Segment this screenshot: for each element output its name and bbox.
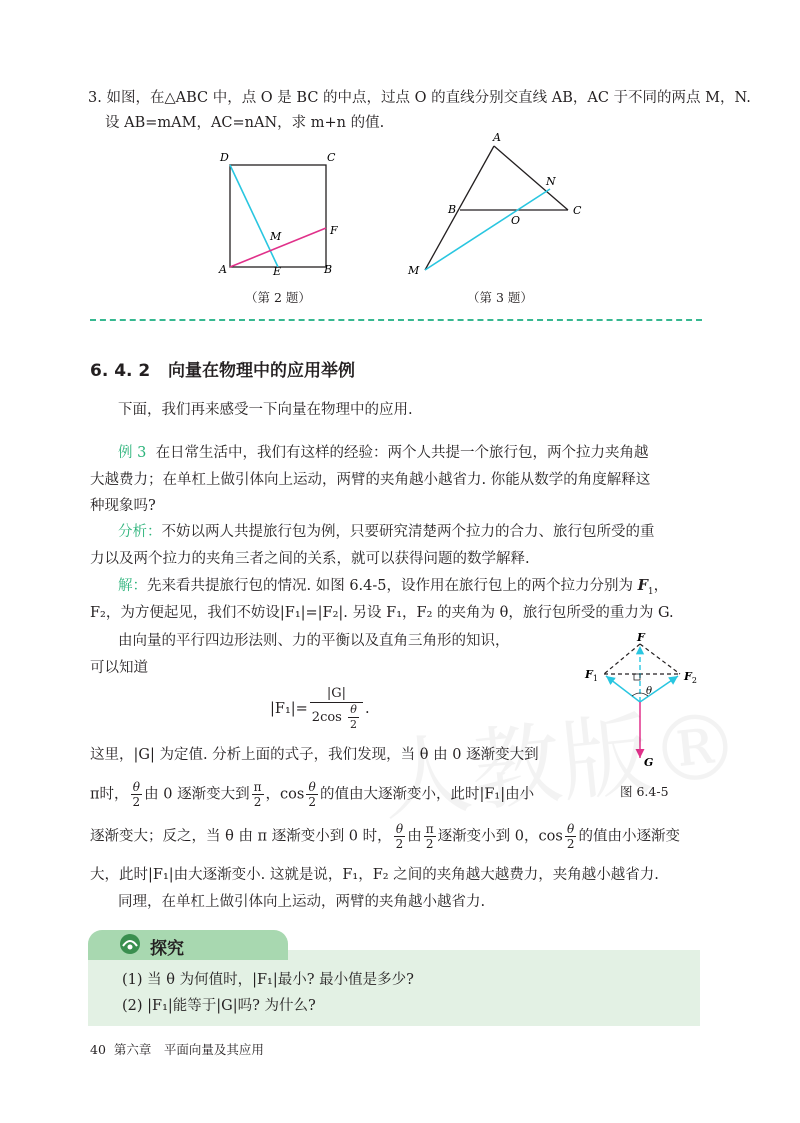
explore-title: 探究: [150, 939, 184, 959]
formula-half-theta: [348, 703, 359, 732]
label-F2-sub: 2: [691, 676, 697, 685]
example3-line3: 种现象吗?: [90, 498, 156, 514]
page-number: 40: [90, 1042, 106, 1057]
line7-c: 逐渐变小到 0，cos: [437, 828, 563, 845]
frac-num: θ: [565, 822, 577, 837]
label-A: A: [493, 131, 501, 144]
label-O: O: [511, 214, 521, 227]
line7-a: 逐渐变大；反之，当 θ 由 π 逐渐变小到 0 时，: [90, 828, 392, 845]
formula-numerator: |G|: [310, 686, 363, 703]
label-M: M: [270, 230, 282, 243]
section-heading: [90, 356, 355, 381]
analysis-label: 分析：: [118, 524, 162, 540]
formula-lhs: |F₁|=: [270, 701, 308, 717]
frac-half-theta-4: [565, 822, 577, 851]
line-AM: [425, 146, 494, 270]
frac-num: θ: [131, 780, 143, 795]
vector-F1: F: [637, 577, 648, 594]
explore-question-1: (1) 当 θ 为何值时，|F₁|最小? 最小值是多少?: [122, 972, 414, 988]
frac-half-theta-2: [306, 780, 318, 809]
frac-num: π: [253, 780, 262, 794]
frac-num: θ: [394, 822, 406, 837]
label-C: C: [573, 204, 582, 217]
right-angle-mark: [634, 674, 640, 680]
label-G: G: [644, 756, 654, 769]
page-footer: [90, 1040, 264, 1058]
figure-6-4-5-caption: 图 6.4-5: [620, 784, 669, 799]
label-B: B: [448, 203, 457, 216]
line7-d: 的值由小逐渐变: [578, 828, 680, 845]
explore-icon: [116, 932, 144, 956]
vector-F1-sub: 1: [647, 586, 654, 597]
line6-b: 由 0 逐渐变大到: [144, 786, 250, 803]
line-MN: [425, 189, 550, 270]
label-E: E: [273, 265, 282, 278]
solution-line4: 可以知道: [90, 660, 148, 676]
label-A: A: [219, 263, 227, 276]
frac-den: 2: [425, 837, 434, 851]
example3-line2: 大越费力；在单杠上做引体向上运动，两臂的夹角越小越省力. 你能从数学的角度解释这: [90, 472, 651, 488]
section-intro: 下面，我们再来感受一下向量在物理中的应用.: [118, 402, 413, 418]
formula-fraction: [310, 686, 363, 732]
example3-label: 例 3: [118, 445, 147, 461]
frac-den: 2: [132, 795, 141, 809]
section-number: 6. 4. 2: [90, 361, 151, 381]
explore-question-2: (2) |F₁|能等于|G|吗? 为什么?: [122, 998, 316, 1014]
dashed-edge-F-F2: [640, 644, 680, 674]
section-divider: [90, 319, 702, 321]
figure-2-caption: （第 2 题）: [245, 290, 311, 305]
solution-line7: [90, 822, 680, 851]
formula-theta: θ: [348, 703, 359, 718]
line6-a: π时，: [90, 786, 129, 803]
figure-2-square: [210, 145, 350, 280]
analysis-line2: 力以及两个拉力的夹角三者之间的关系，就可以获得问题的数学解释.: [90, 551, 530, 567]
label-F1-letter: F: [585, 668, 593, 681]
solution-line2: F₂，为方便起见，我们不妨设|F₁|=|F₂|. 另设 F₁，F₂ 的夹角为 θ，旅行包所受的重力为 G.: [90, 605, 674, 621]
line6-c: ，cos: [265, 786, 305, 803]
label-theta: θ: [646, 686, 653, 697]
analysis-line1: [118, 522, 655, 542]
analysis-text1: 不妨以两人共提旅行包为例，只要研究清楚两个拉力的合力、旅行包所受的重: [161, 524, 655, 540]
dashed-edge-F-F1: [604, 644, 640, 674]
formula-F1-magnitude: [270, 686, 370, 732]
line6-d: 的值由大逐渐变小，此时|F₁|由小: [319, 786, 535, 803]
frac-num: θ: [306, 780, 318, 795]
frac-den: 2: [395, 837, 404, 851]
frac-half-theta-1: [131, 780, 143, 809]
solution-line1-end: ，: [653, 578, 669, 594]
label-F1: [584, 668, 598, 683]
formula-end: .: [365, 701, 370, 717]
label-M: M: [408, 264, 420, 277]
solution-label: 解：: [118, 578, 147, 594]
solution-line8: 大，此时|F₁|由大逐渐变小. 这就是说，F₁，F₂ 之间的夹角越大越费力，夹角越小越省力.: [90, 867, 659, 883]
label-B: B: [324, 263, 333, 276]
frac-half-pi-1: [252, 780, 264, 809]
solution-line3: 由向量的平行四边形法则、力的平衡以及直角三角形的知识，: [118, 633, 510, 649]
solution-line9: 同理，在单杠上做引体向上运动，两臂的夹角越小越省力.: [118, 894, 486, 910]
frac-den: 2: [308, 795, 316, 809]
formula-two: 2: [350, 718, 357, 731]
label-N: N: [546, 175, 556, 188]
frac-den: 2: [566, 837, 575, 851]
example3-line1: [118, 443, 649, 463]
solution-text1: 先来看共提旅行包的情况. 如图 6.4-5，设作用在旅行包上的两个拉力分别为: [147, 578, 638, 594]
label-F2-letter: F: [684, 670, 692, 683]
publisher-watermark: [374, 672, 746, 839]
line7-b: 由: [407, 828, 422, 845]
label-D: D: [220, 151, 229, 164]
formula-cos: 2cos: [311, 710, 342, 725]
problem3-line1: 3. 如图，在△ABC 中，点 O 是 BC 的中点，过点 O 的直线分别交直线 AB，AC 于不同的两点 M，N.: [88, 90, 751, 106]
section-title: 向量在物理中的应用举例: [168, 361, 356, 381]
frac-den: 2: [253, 795, 262, 809]
segment-DE: [230, 165, 278, 267]
solution-line5: 这里，|G| 为定值. 分析上面的式子，我们发现，当 θ 由 0 逐渐变大到: [90, 747, 539, 763]
label-F: F: [637, 631, 645, 644]
solution-line1: [118, 576, 668, 602]
problem3-line2: 设 AB=mAM，AC=nAN，求 m+n 的值.: [105, 115, 385, 131]
frac-num: π: [425, 822, 434, 836]
label-F1-sub: 1: [592, 674, 598, 683]
example3-text1: 在日常生活中，我们有这样的经验：两个人共提一个旅行包，两个拉力夹角越: [155, 445, 649, 461]
formula-denominator: [310, 703, 363, 732]
label-C: C: [327, 151, 336, 164]
label-F: F: [330, 224, 338, 237]
square-outline: [230, 165, 326, 267]
figure-3-caption: （第 3 题）: [467, 290, 533, 305]
figure-3-triangle: [400, 128, 600, 280]
chapter-title: 第六章 平面向量及其应用: [113, 1042, 264, 1057]
